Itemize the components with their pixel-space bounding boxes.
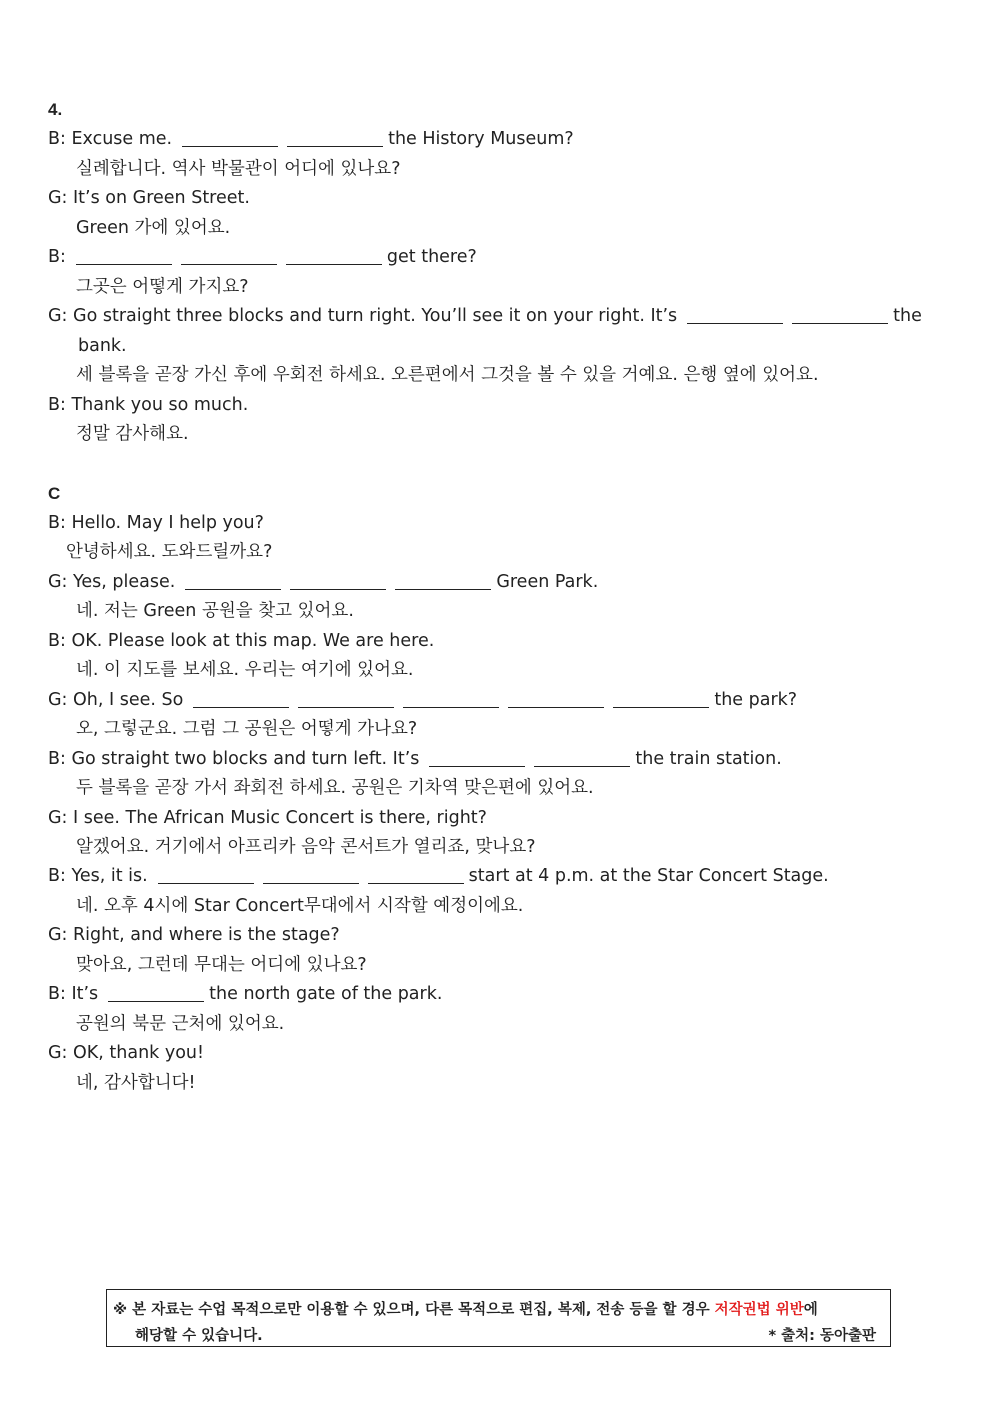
dialogue-text-after: the History Museum?: [388, 129, 574, 149]
dialogue-line: B: Thank you so much.: [48, 394, 249, 415]
section-c-heading: C: [48, 484, 61, 503]
korean-translation: 맞아요, 그런데 무대는 어디에 있나요?: [76, 954, 367, 975]
answer-blank[interactable]: [403, 706, 499, 708]
dialogue-line: G: I see. The African Music Concert is there, right?: [48, 807, 487, 828]
answer-blank[interactable]: [193, 706, 289, 708]
dialogue-line-with-blanks: [48, 865, 829, 887]
korean-translation: 그곳은 어떻게 가지요?: [76, 276, 249, 297]
korean-translation: 실례합니다. 역사 박물관이 어디에 있나요?: [76, 158, 401, 179]
answer-blank[interactable]: [792, 322, 888, 324]
dialogue-text-after: Green Park.: [496, 571, 599, 592]
dialogue-continuation: bank.: [78, 335, 127, 356]
answer-blank[interactable]: [185, 588, 281, 590]
dialogue-text-before: B: Excuse me.: [48, 129, 173, 149]
notice-line-2: 해당할 수 있습니다.: [135, 1328, 263, 1344]
korean-translation: 정말 감사해요.: [76, 424, 189, 444]
korean-translation: 네, 감사합니다!: [76, 1072, 196, 1093]
korean-translation: 네. 오후 4시에 Star Concert무대에서 시작할 예정이에요.: [76, 895, 524, 916]
dialogue-text-after: the: [893, 306, 922, 326]
dialogue-text-after: the park?: [714, 689, 798, 710]
dialogue-text-after: the north gate of the park.: [209, 984, 443, 1005]
answer-blank[interactable]: [395, 588, 491, 590]
korean-translation: 안녕하세요. 도와드릴까요?: [66, 542, 273, 563]
dialogue-line: G: OK, thank you!: [48, 1043, 205, 1064]
answer-blank[interactable]: [287, 145, 383, 147]
dialogue-text-after: get there?: [386, 247, 477, 267]
dialogue-line: G: Right, and where is the stage?: [48, 925, 340, 946]
answer-blank[interactable]: [613, 706, 709, 708]
dialogue-text-before: B: It’s: [48, 984, 99, 1005]
korean-translation: 네. 저는 Green 공원을 찾고 있어요.: [76, 601, 354, 622]
answer-blank[interactable]: [158, 882, 254, 884]
korean-translation: 네. 이 지도를 보세요. 우리는 여기에 있어요.: [76, 660, 414, 681]
dialogue-text-before: B:: [48, 247, 66, 267]
answer-blank[interactable]: [108, 1000, 204, 1002]
answer-blank[interactable]: [687, 322, 783, 324]
answer-blank[interactable]: [298, 706, 394, 708]
dialogue-line-with-blanks: [48, 246, 477, 268]
dialogue-line-with-blanks: [48, 305, 922, 327]
answer-blank[interactable]: [181, 263, 277, 265]
answer-blank[interactable]: [290, 588, 386, 590]
answer-blank[interactable]: [534, 765, 630, 767]
dialogue-text-before: B: Yes, it is.: [48, 866, 148, 887]
copyright-violation-text: 저작권법 위반: [714, 1302, 804, 1318]
section-4-heading: 4.: [48, 100, 63, 119]
dialogue-line: B: OK. Please look at this map. We are here.: [48, 630, 435, 651]
dialogue-line: G: It’s on Green Street.: [48, 188, 250, 208]
dialogue-line: B: Hello. May I help you?: [48, 513, 264, 533]
dialogue-line-with-blanks: [48, 689, 797, 711]
answer-blank[interactable]: [76, 263, 172, 265]
copyright-notice: [106, 1289, 891, 1347]
korean-translation: 오, 그렇군요. 그럼 그 공원은 어떻게 가나요?: [76, 719, 418, 740]
dialogue-line-with-blanks: [48, 983, 442, 1005]
answer-blank[interactable]: [182, 145, 278, 147]
answer-blank[interactable]: [368, 882, 464, 884]
dialogue-text-after: the train station.: [635, 748, 782, 769]
dialogue-text-before: B: Go straight two blocks and turn left. It’s: [48, 748, 420, 769]
dialogue-text-before: G: Yes, please.: [48, 571, 176, 592]
dialogue-line-with-blanks: [48, 128, 574, 150]
dialogue-text-before: G: Go straight three blocks and turn right. You’ll see it on your right. It’s: [48, 306, 678, 326]
dialogue-text-after: start at 4 p.m. at the Star Concert Stage.: [468, 866, 829, 887]
answer-blank[interactable]: [286, 263, 382, 265]
korean-translation: 세 블록을 곧장 가신 후에 우회전 하세요. 오른편에서 그것을 볼 수 있을 거예요. 은행 옆에 있어요.: [76, 365, 819, 385]
answer-blank[interactable]: [429, 765, 525, 767]
korean-translation: Green 가에 있어요.: [76, 217, 231, 238]
answer-blank[interactable]: [263, 882, 359, 884]
dialogue-line-with-blanks: [48, 748, 782, 770]
korean-translation: 공원의 북문 근처에 있어요.: [76, 1013, 285, 1034]
source-credit: * 출처: 동아출판: [768, 1328, 876, 1344]
notice-line-1: ※ 본 자료는 수업 목적으로만 이용할 수 있으며, 다른 목적으로 편집, 복제, 전송 등을 할 경우 저작권법 위반에: [113, 1302, 818, 1318]
dialogue-line-with-blanks: [48, 571, 598, 593]
answer-blank[interactable]: [508, 706, 604, 708]
korean-translation: 두 블록을 곧장 가서 좌회전 하세요. 공원은 기차역 맞은편에 있어요.: [76, 778, 594, 799]
dialogue-text-before: G: Oh, I see. So: [48, 689, 184, 710]
korean-translation: 알겠어요. 거기에서 아프리카 음악 콘서트가 열리죠, 맞나요?: [76, 836, 536, 857]
